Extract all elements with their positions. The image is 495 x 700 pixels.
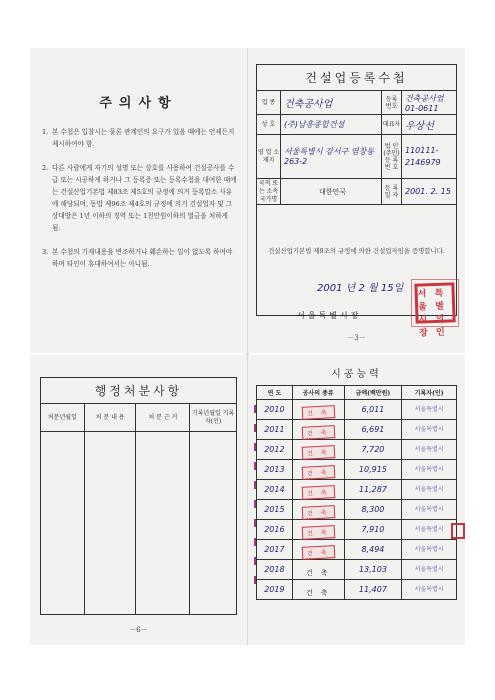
year-cell: 2016 (257, 520, 293, 540)
amount-cell: 8,300 (344, 500, 402, 520)
column-header: 기록자(인) (402, 386, 457, 400)
business-type-value: 건축공사업 (281, 91, 382, 114)
year-cell: 2012 (257, 440, 293, 460)
admin-table (40, 403, 237, 615)
address-label: 영 업 소재지 (257, 135, 281, 178)
amount-cell: 7,720 (344, 440, 402, 460)
margin-tick-mark (254, 519, 256, 527)
recorder-stamp-cell: 서울특별시 (402, 420, 457, 440)
margin-tick-mark (254, 576, 256, 584)
table-row (257, 460, 457, 480)
column-header: 연 도 (257, 386, 293, 400)
registration-date-label: 등 록 일 자 (382, 179, 402, 204)
margin-tick-mark (254, 424, 256, 432)
year-cell: 2011 (257, 420, 293, 440)
construction-kind-cell (292, 400, 344, 420)
amount-cell: 11,407 (344, 580, 402, 600)
year-cell: 2014 (257, 480, 293, 500)
column-header: 처분년월일 (41, 404, 85, 432)
column-header: 공사의 종류 (292, 386, 344, 400)
registration-row-business-type (257, 91, 456, 115)
notice-item (42, 162, 237, 234)
registration-date-value: 2001. 2. 15 (405, 187, 451, 196)
column-header: 금액(백만원) (344, 386, 402, 400)
registration-box (256, 64, 457, 339)
official-seal (414, 282, 455, 339)
registration-title: 건설업등록수첩 (257, 65, 456, 91)
amount-cell: 13,103 (344, 560, 402, 580)
certification-date: 2001 년 2 월 15일 (317, 283, 404, 294)
column-header: 처 분 내 용 (84, 404, 136, 432)
registration-number-label: 등록 번호 (382, 91, 402, 114)
notice-item (42, 246, 237, 270)
table-row (257, 540, 457, 560)
year-cell: 2010 (257, 400, 293, 420)
kind-stamp: 건 축 (302, 545, 335, 560)
table-row (257, 420, 457, 440)
notice-item-number: 3. (42, 248, 49, 256)
page-number: －6－ (129, 626, 148, 634)
construction-capability-page (248, 355, 465, 645)
margin-tick-mark (254, 557, 256, 565)
construction-kind-cell (292, 460, 344, 480)
recorder-stamp-cell: 서울특별시 (402, 580, 457, 600)
admin-disposition-page (30, 355, 247, 645)
notice-page (30, 48, 247, 353)
amount-cell: 6,011 (344, 400, 402, 420)
representative-label: 대표자 (382, 115, 402, 134)
table-row (257, 520, 457, 540)
registration-row-nationality (257, 179, 456, 205)
notice-item-text: 다른 사람에게 자기의 성명 또는 상호를 사용하여 건설공사를 수급 또는 시공하게 하거나 그 등록증 또는 등록수첩을 대여한 때에는 건설산업기본법 제83조 제5호의 규정에 의거 등록말소 사유에 해당되며, 동법 제96조 제4호의 규정에 의거 건설업자 및 그 상대방은 1년 이하의 징역 또는 1천만원이하의 벌금을 처하게 됨. (52, 164, 237, 232)
margin-tick-mark (254, 481, 256, 489)
amount-cell: 11,287 (344, 480, 402, 500)
table-row (257, 400, 457, 420)
address-value: 서울특별시 강서구 염창동 263-2 (281, 135, 382, 178)
corporate-number-label: 법 인 (주민) 등 록 번 호 (382, 135, 402, 178)
representative-value: 우상선 (405, 121, 434, 132)
registration-number-value: 건축공사업 01-0611 (405, 93, 444, 113)
capability-title: 시공능력 (331, 369, 382, 380)
year-cell: 2013 (257, 460, 293, 480)
company-name-value: (주)남흥종합건설 (281, 115, 382, 134)
notice-item (42, 126, 237, 150)
kind-stamp: 건 축 (302, 485, 335, 500)
year-cell: 2018 (257, 560, 293, 580)
margin-tick-mark (254, 462, 256, 470)
recorder-stamp-cell: 서울특별시 (402, 540, 457, 560)
amount-cell: 8,494 (344, 540, 402, 560)
capability-table (256, 385, 457, 600)
seal-text: 시장 (418, 315, 428, 339)
kind-label: 건 축 (305, 589, 331, 597)
table-row (257, 580, 457, 600)
table-header-row (41, 404, 237, 432)
notice-item-number: 2. (42, 164, 49, 172)
year-cell: 2015 (257, 500, 293, 520)
business-type-label: 업 종 (257, 91, 281, 114)
side-seal (451, 523, 465, 539)
amount-cell: 10,915 (344, 460, 402, 480)
table-header-row (257, 386, 457, 400)
kind-stamp: 건 축 (302, 445, 335, 460)
kind-stamp: 건 축 (302, 405, 335, 420)
recorder-stamp-cell: 서울특별시 (402, 440, 457, 460)
kind-stamp: 건 축 (302, 505, 335, 520)
page-number: －3－ (347, 334, 366, 342)
corporate-number-value: 110111- 2146979 (405, 145, 441, 167)
recorder-stamp-cell: 서울특별시 (402, 560, 457, 580)
notice-item-number: 1. (42, 128, 49, 136)
recorder-stamp-cell: 서울특별시 (402, 480, 457, 500)
nationality-label: 국적 또는 소속국가명 (257, 179, 281, 204)
column-header: 처 분 근 거 (136, 404, 190, 432)
registration-row-company (257, 115, 456, 135)
year-cell: 2019 (257, 580, 293, 600)
recorder-stamp-cell: 서울특별시 (402, 500, 457, 520)
recorder-stamp-cell: 서울특별시 (402, 400, 457, 420)
table-row (257, 480, 457, 500)
construction-kind-cell (292, 580, 344, 600)
construction-kind-cell (292, 480, 344, 500)
table-row (41, 432, 237, 615)
capability-table-body (257, 400, 457, 600)
margin-tick-mark (254, 443, 256, 451)
construction-kind-cell (292, 440, 344, 460)
margin-tick-mark (254, 538, 256, 546)
column-header: 기록년월일 기록자(인) (190, 404, 237, 432)
registration-page (248, 48, 465, 353)
issuer-name: 서울특별시장 (297, 311, 362, 320)
seal-text: 서울 (417, 289, 428, 313)
seal-text: 의인 (435, 314, 445, 338)
notice-item-text: 본 수첩은 입찰시는 물론 관계인의 요구가 있을 때에는 언제든지 제시하여야 함. (52, 128, 235, 148)
company-name-label: 상 호 (257, 115, 281, 134)
kind-stamp: 건 축 (302, 525, 335, 540)
table-row (257, 440, 457, 460)
kind-stamp: 건 축 (302, 425, 335, 440)
notice-item-text: 본 수첩의 기재내용을 변조하거나 훼손하는 일이 없도록 하여야 하며 타인이 휴대하여서는 아니됨. (52, 248, 233, 268)
notice-title: 주의사항 (99, 96, 178, 111)
nationality-value: 대한민국 (281, 179, 382, 204)
table-row (257, 560, 457, 580)
kind-label: 건 축 (305, 569, 331, 577)
kind-stamp: 건 축 (302, 465, 335, 480)
recorder-stamp-cell: 서울특별시 (402, 460, 457, 480)
notice-list (42, 126, 237, 282)
construction-kind-cell (292, 420, 344, 440)
seal-text: 특별 (434, 288, 445, 312)
admin-title: 행정처분사항 (40, 377, 237, 403)
registration-row-address (257, 135, 456, 179)
margin-tick-mark (254, 405, 256, 413)
construction-kind-cell (292, 540, 344, 560)
recorder-stamp-cell: 서울특별시 (402, 520, 457, 540)
construction-kind-cell (292, 500, 344, 520)
amount-cell: 7,910 (344, 520, 402, 540)
year-cell: 2017 (257, 540, 293, 560)
margin-tick-mark (254, 500, 256, 508)
construction-kind-cell (292, 560, 344, 580)
table-row (257, 500, 457, 520)
construction-kind-cell (292, 520, 344, 540)
amount-cell: 6,691 (344, 420, 402, 440)
certification-text: 건설산업기본법 제9조의 규정에 의한 건설업자임을 증명합니다. (268, 247, 445, 255)
